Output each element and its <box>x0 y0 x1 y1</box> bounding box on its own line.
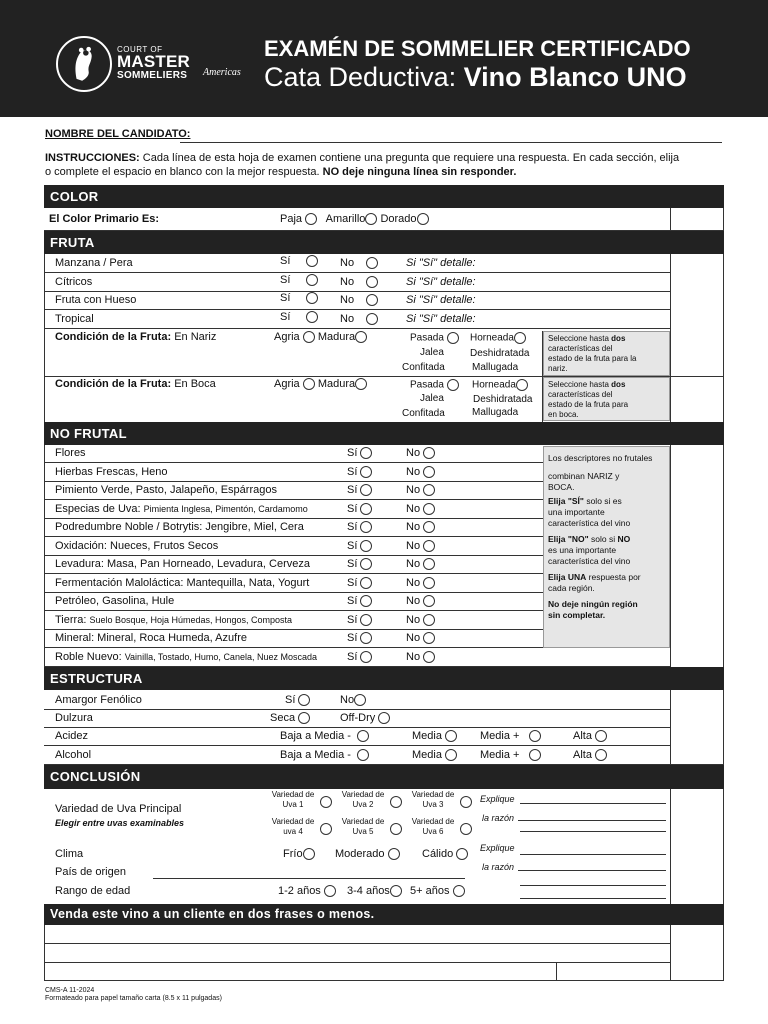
no-frutal-row: Fermentación Maloláctica: Mantequilla, Nata, Yogurt <box>55 577 310 589</box>
no-frutal-no: No <box>406 540 435 552</box>
venda-line-2[interactable] <box>44 962 670 963</box>
color-options: Paja Amarillo Dorado <box>280 213 429 225</box>
exam-subtitle: Cata Deductiva: Vino Blanco UNO <box>264 62 687 92</box>
radio-nf-no[interactable] <box>423 614 435 626</box>
cond-boca-label: Condición de la Fruta: En Boca <box>55 378 216 390</box>
section-no-frutal: NO FRUTAL <box>44 422 724 445</box>
no-frutal-row: Flores <box>55 447 86 459</box>
radio-madura-boca[interactable] <box>355 378 367 390</box>
candidate-label: NOMBRE DEL CANDIDATO: <box>45 128 191 140</box>
radio-nf-si[interactable] <box>360 614 372 626</box>
fruta-no: No <box>340 313 378 325</box>
radio-acidez-alta[interactable] <box>595 730 607 742</box>
fruta-row-line <box>44 309 670 310</box>
no-frutal-no: No <box>406 484 435 496</box>
section-estructura: ESTRUCTURA <box>44 667 724 690</box>
radio-seca[interactable] <box>298 712 310 724</box>
fruta-si: Sí <box>280 274 318 286</box>
fruta-no: No <box>340 276 378 288</box>
no-frutal-no: No <box>406 503 435 515</box>
radio-rango-2[interactable] <box>390 885 402 897</box>
radio-moderado[interactable] <box>388 848 400 860</box>
radio-fruta-no[interactable] <box>366 257 378 269</box>
no-frutal-si: Sí <box>347 503 372 515</box>
header-bar <box>0 0 768 117</box>
cond-boca-mallugada[interactable]: Mallugada <box>472 407 519 418</box>
radio-rango-3[interactable] <box>453 885 465 897</box>
footer: CMS-A 11-2024 Formateado para papel tamaño carta (8.5 x 11 pulgadas) <box>45 987 222 1002</box>
no-frutal-no: No <box>406 651 435 663</box>
radio-acidez-baja[interactable] <box>357 730 369 742</box>
radio-fruta-no[interactable] <box>366 276 378 288</box>
radio-nf-si[interactable] <box>360 503 372 515</box>
razon-line-1b[interactable] <box>520 831 666 832</box>
radio-fruta-si[interactable] <box>306 255 318 267</box>
no-frutal-note: Los descriptores no frutales combinan NARIZ y BOCA. Elija "SÍ" solo si es una importante característica del vino Elija "NO" solo si NO es una importante característica del vino Elija UNA respuesta por cada región. No deje ningún región sin completar. <box>543 446 670 648</box>
no-frutal-si: Sí <box>347 651 372 663</box>
no-frutal-row: Podredumbre Noble / Botrytis: Jengibre, Miel, Cera <box>55 521 304 533</box>
radio-paja[interactable] <box>305 213 317 225</box>
razon-line-2[interactable] <box>518 870 666 871</box>
radio-alcohol-alta[interactable] <box>595 749 607 761</box>
radio-acidez-media[interactable] <box>445 730 457 742</box>
no-frutal-si: Sí <box>347 466 372 478</box>
answer-column-left <box>670 185 671 981</box>
no-frutal-si: Sí <box>347 484 372 496</box>
no-frutal-no: No <box>406 577 435 589</box>
fruta-row-line <box>44 328 670 329</box>
no-frutal-no: No <box>406 558 435 570</box>
explique-1: Explique <box>480 794 515 804</box>
radio-alcohol-mediap[interactable] <box>529 749 541 761</box>
cond-nariz-options: Agria Madura <box>274 331 367 343</box>
color-label: El Color Primario Es: <box>49 213 160 225</box>
radio-nf-no[interactable] <box>423 540 435 552</box>
acidez-media: Media <box>412 730 457 742</box>
fruta-no: No <box>340 294 378 306</box>
pais-field[interactable] <box>153 878 465 879</box>
radio-acidez-mediap[interactable] <box>529 730 541 742</box>
radio-frio[interactable] <box>303 848 315 860</box>
instructions-line2: o complete el espacio en blanco con la mejor respuesta. NO deje ninguna línea sin responder. <box>45 166 517 178</box>
radio-nf-si[interactable] <box>360 521 372 533</box>
no-frutal-si: Sí <box>347 577 372 589</box>
radio-horneada-boca[interactable] <box>516 379 528 391</box>
section-conclusion: CONCLUSIÓN <box>44 765 724 789</box>
cond-nariz-deshidratada[interactable]: Deshidratada <box>470 348 530 359</box>
cond-boca-deshidratada[interactable]: Deshidratada <box>473 394 533 405</box>
radio-fruta-si[interactable] <box>306 274 318 286</box>
radio-nf-si[interactable] <box>360 595 372 607</box>
no-frutal-no: No <box>406 632 435 644</box>
radio-nf-si[interactable] <box>360 484 372 496</box>
cond-nariz-mallugada[interactable]: Mallugada <box>472 362 519 373</box>
clima-label: Clima <box>55 848 84 860</box>
venda-header: Venda este vino a un cliente en dos frases o menos. <box>44 904 724 925</box>
alcohol-options: Baja a Media - <box>280 749 369 761</box>
alcohol-alta: Alta <box>573 749 607 761</box>
explique-line-2[interactable] <box>520 854 666 855</box>
radio-nf-si[interactable] <box>360 558 372 570</box>
brand-text: COURT OF MASTER SOMMELIERS Americas <box>117 45 241 81</box>
fruta-detalle: Si "Sí" detalle: <box>406 313 476 325</box>
radio-nf-no[interactable] <box>423 447 435 459</box>
exam-title: EXAMÉN DE SOMMELIER CERTIFICADO <box>264 36 691 61</box>
pais-label: País de origen <box>55 866 126 878</box>
acidez-label: Acidez <box>55 730 89 742</box>
section-color: COLOR <box>44 185 724 208</box>
rango-3: 5+ años <box>410 885 465 897</box>
radio-nf-si[interactable] <box>360 632 372 644</box>
no-frutal-si: Sí <box>347 447 372 459</box>
radio-nf-no[interactable] <box>423 521 435 533</box>
dulzura-label: Dulzura <box>55 712 93 724</box>
fruta-row-label: Cítricos <box>55 276 93 288</box>
cond-boca-jalea[interactable]: Jalea <box>420 393 444 404</box>
no-frutal-si: Sí <box>347 614 372 626</box>
radio-rango-1[interactable] <box>324 885 336 897</box>
radio-uva[interactable] <box>320 796 332 808</box>
dulzura-offdry: Off-Dry <box>340 712 390 724</box>
radio-nf-si[interactable] <box>360 540 372 552</box>
fruta-row-label: Tropical <box>55 313 94 325</box>
no-frutal-si: Sí <box>347 521 372 533</box>
no-frutal-si: Sí <box>347 632 372 644</box>
no-frutal-row: Especias de Uva: Pimienta Inglesa, Pimentón, Cardamomo <box>55 503 308 515</box>
radio-nf-no[interactable] <box>423 484 435 496</box>
no-frutal-row: Roble Nuevo: Vainilla, Tostado, Humo, Canela, Nuez Moscada <box>55 651 317 663</box>
section-fruta: FRUTA <box>44 231 724 254</box>
uva-sub: Elegir entre uvas examinables <box>55 818 185 828</box>
uva-option: Variedad de Uva 1 <box>271 790 315 809</box>
fruta-row-label: Manzana / Pera <box>55 257 133 269</box>
clima-calido: Cálido <box>422 848 468 860</box>
amargor-no: No <box>340 694 366 706</box>
razon-line-1[interactable] <box>518 820 666 821</box>
answer-column-right <box>723 185 724 981</box>
radio-nf-no[interactable] <box>423 503 435 515</box>
cond-boca-horneada: Horneada <box>472 379 528 391</box>
radio-nf-si[interactable] <box>360 651 372 663</box>
cond-nariz-pasada: Pasada <box>410 332 459 344</box>
fruta-si: Sí <box>280 255 318 267</box>
instructions: INSTRUCCIONES: Cada línea de esta hoja de examen contiene una pregunta que requiere una respuesta. En cada sección, elija <box>45 152 680 164</box>
uva-option: Variedad de Uva 6 <box>411 817 455 836</box>
explique-2: Explique <box>480 843 515 853</box>
venda-line-3[interactable] <box>44 980 724 981</box>
radio-fruta-no[interactable] <box>366 313 378 325</box>
cond-nariz-label: Condición de la Fruta: En Nariz <box>55 331 217 343</box>
alcohol-label: Alcohol <box>55 749 92 761</box>
uva-option: Variedad de Uva 5 <box>341 817 385 836</box>
radio-amargor-si[interactable] <box>298 694 310 706</box>
no-frutal-row: Levadura: Masa, Pan Horneado, Levadura, Cerveza <box>55 558 310 570</box>
radio-horneada-nariz[interactable] <box>514 332 526 344</box>
radio-dorado[interactable] <box>417 213 429 225</box>
no-frutal-no: No <box>406 447 435 459</box>
radio-uva[interactable] <box>320 823 332 835</box>
radio-fruta-si[interactable] <box>306 311 318 323</box>
no-frutal-no: No <box>406 595 435 607</box>
uva-option: Variedad de uva 4 <box>271 817 315 836</box>
uva-option: Variedad de Uva 2 <box>341 790 385 809</box>
nariz-note: Seleccione hasta dos características del estado de la fruta para la nariz. <box>543 331 670 376</box>
fruta-detalle: Si "Sí" detalle: <box>406 257 476 269</box>
radio-nf-si[interactable] <box>360 577 372 589</box>
no-frutal-no: No <box>406 466 435 478</box>
acidez-mediap: Media + <box>480 730 541 742</box>
fruta-detalle: Si "Sí" detalle: <box>406 276 476 288</box>
radio-alcohol-baja[interactable] <box>357 749 369 761</box>
candidate-name-field[interactable] <box>180 142 722 143</box>
radio-uva[interactable] <box>460 823 472 835</box>
cond-nariz-jalea[interactable]: Jalea <box>420 347 444 358</box>
cond-nariz-confitada[interactable]: Confitada <box>402 362 445 373</box>
uva-option: Variedad de Uva 3 <box>411 790 455 809</box>
amargor-si: Sí <box>285 694 310 706</box>
radio-calido[interactable] <box>456 848 468 860</box>
radio-nf-no[interactable] <box>423 651 435 663</box>
radio-madura-nariz[interactable] <box>355 331 367 343</box>
rango-1: 1-2 años <box>278 885 336 897</box>
radio-fruta-no[interactable] <box>366 294 378 306</box>
radio-nf-no[interactable] <box>423 558 435 570</box>
no-frutal-no: No <box>406 521 435 533</box>
radio-nf-no[interactable] <box>423 466 435 478</box>
no-frutal-si: Sí <box>347 595 372 607</box>
radio-amargor-no[interactable] <box>354 694 366 706</box>
court-logo-icon <box>56 36 112 92</box>
radio-pasada-nariz[interactable] <box>447 332 459 344</box>
cond-boca-confitada[interactable]: Confitada <box>402 408 445 419</box>
cond-boca-pasada: Pasada <box>410 379 459 391</box>
razon-2: la razón <box>482 862 515 872</box>
no-frutal-si: Sí <box>347 558 372 570</box>
rango-2: 3-4 años <box>347 885 402 897</box>
radio-nf-no[interactable] <box>423 595 435 607</box>
radio-nf-si[interactable] <box>360 466 372 478</box>
uva-label: Variedad de Uva Principal <box>55 803 182 815</box>
dulzura-seca: Seca <box>270 712 310 724</box>
no-frutal-si: Sí <box>347 540 372 552</box>
amargor-label: Amargor Fenólico <box>55 694 142 706</box>
clima-frio: Frío <box>283 848 315 860</box>
fruta-si: Sí <box>280 292 318 304</box>
cond-boca-options: Agria Madura <box>274 378 367 390</box>
radio-offdry[interactable] <box>378 712 390 724</box>
venda-line-1[interactable] <box>44 943 670 944</box>
radio-uva[interactable] <box>390 796 402 808</box>
no-frutal-row: Pimiento Verde, Pasto, Jalapeño, Espárragos <box>55 484 277 496</box>
radio-amarillo[interactable] <box>365 213 377 225</box>
no-frutal-row: Tierra: Suelo Bosque, Hoja Húmedas, Hongos, Composta <box>55 614 293 626</box>
razon-1: la razón <box>482 813 515 823</box>
fruta-no: No <box>340 257 378 269</box>
no-frutal-row: Oxidación: Nueces, Frutos Secos <box>55 540 219 552</box>
radio-uva[interactable] <box>460 796 472 808</box>
no-frutal-row: Petróleo, Gasolina, Hule <box>55 595 175 607</box>
rango-label: Rango de edad <box>55 885 131 897</box>
fruta-row-label: Fruta con Hueso <box>55 294 137 306</box>
cond-nariz-horneada: Horneada <box>470 332 526 344</box>
razon-line-2c[interactable] <box>520 898 666 899</box>
radio-uva[interactable] <box>390 823 402 835</box>
razon-line-2b[interactable] <box>520 885 666 886</box>
fruta-si: Sí <box>280 311 318 323</box>
alcohol-media: Media <box>412 749 457 761</box>
radio-nf-si[interactable] <box>360 447 372 459</box>
radio-agria-nariz[interactable] <box>303 331 315 343</box>
no-frutal-no: No <box>406 614 435 626</box>
radio-fruta-si[interactable] <box>306 292 318 304</box>
clima-moderado: Moderado <box>335 848 400 860</box>
alcohol-mediap: Media + <box>480 749 541 761</box>
no-frutal-row: Hierbas Frescas, Heno <box>55 466 168 478</box>
fruta-detalle: Si "Sí" detalle: <box>406 294 476 306</box>
radio-agria-boca[interactable] <box>303 378 315 390</box>
fruta-row-line <box>44 291 670 292</box>
acidez-alta: Alta <box>573 730 607 742</box>
radio-nf-no[interactable] <box>423 577 435 589</box>
explique-line-1[interactable] <box>520 803 666 804</box>
fruta-row-line <box>44 272 670 273</box>
boca-note: Seleccione hasta dos características del estado de la fruta para en boca. <box>543 377 670 421</box>
radio-alcohol-media[interactable] <box>445 749 457 761</box>
radio-nf-no[interactable] <box>423 632 435 644</box>
radio-pasada-boca[interactable] <box>447 379 459 391</box>
acidez-options: Baja a Media - <box>280 730 369 742</box>
no-frutal-row: Mineral: Mineral, Roca Humeda, Azufre <box>55 632 247 644</box>
